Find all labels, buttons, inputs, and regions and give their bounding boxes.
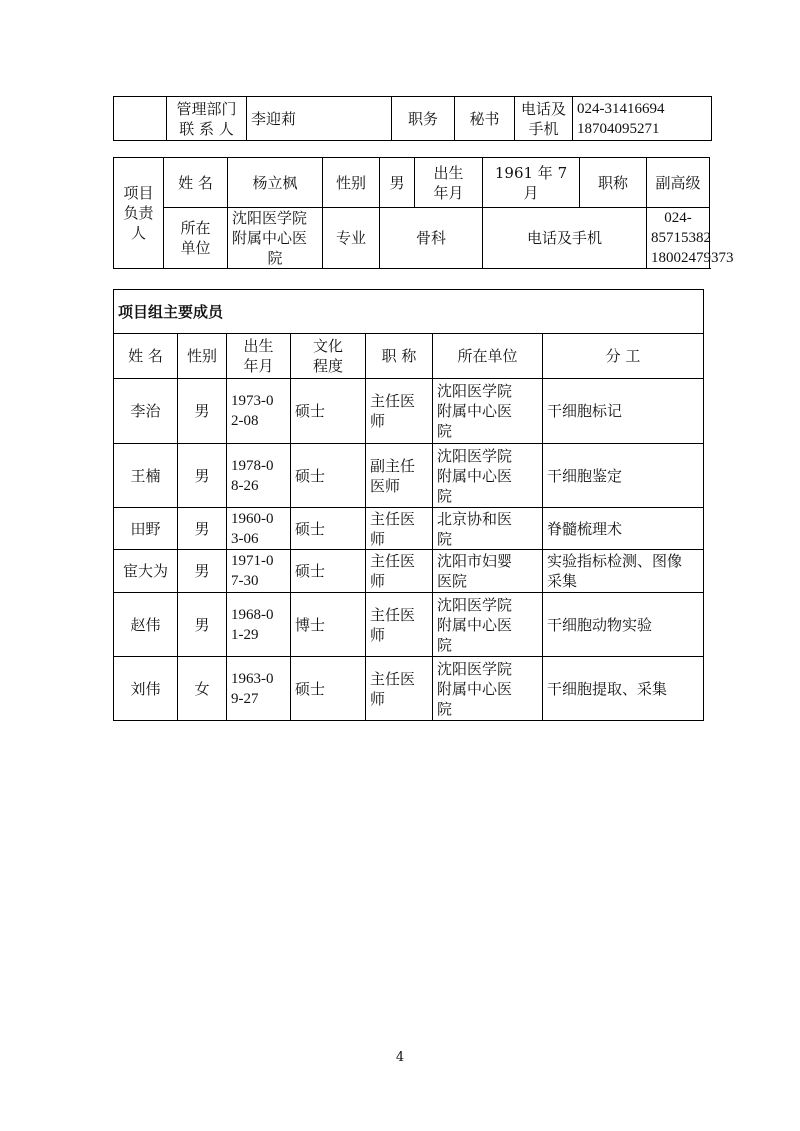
leader-title: 副高级: [647, 158, 710, 208]
header-role: 分 工: [543, 334, 704, 379]
position-label: 职务: [392, 97, 455, 141]
header-education: [291, 334, 366, 379]
member-name: 李治: [114, 379, 178, 444]
position-value: 秘书: [455, 97, 515, 141]
header-name: 姓 名: [114, 334, 178, 379]
member-education: 硕士: [291, 550, 366, 593]
member-name: 田野: [114, 508, 178, 550]
member-unit-line2: 医院: [437, 572, 468, 590]
table-row: [114, 550, 704, 593]
member-birth-line1: 1973-0: [231, 393, 274, 409]
team-members-table: [113, 289, 704, 721]
member-unit-line3: 院: [437, 699, 453, 718]
leader-label-line1: 项目: [123, 184, 154, 202]
phone-label-line1: 电话及: [520, 99, 566, 118]
member-education: 硕士: [291, 379, 366, 444]
contact-name: 李迎莉: [247, 97, 392, 141]
member-gender: 男: [178, 379, 227, 444]
header-edu-line2: 程度: [312, 357, 343, 375]
member-gender: 男: [178, 508, 227, 550]
member-unit: [433, 550, 543, 593]
member-birth-line2: 8-26: [231, 477, 259, 494]
member-unit-line2: 附属中心医: [437, 615, 513, 634]
member-unit-line1: 沈阳医学院: [437, 446, 513, 465]
member-education: 硕士: [291, 508, 366, 550]
header-title: 职 称: [366, 334, 433, 379]
admin-phone-2: 18704095271: [577, 120, 660, 137]
leader-major: 骨科: [380, 208, 483, 269]
unit-label-line1: 所在: [180, 219, 211, 237]
member-title-line1: 主任医: [370, 392, 416, 410]
leader-label-line2: 负责: [123, 204, 154, 222]
member-role-line1: 干细胞动物实验: [547, 615, 653, 634]
leader-section-label: [114, 158, 164, 269]
member-role: [543, 657, 704, 721]
leader-unit-line3: 院: [267, 249, 283, 267]
leader-phone-2: 18002479373: [651, 250, 734, 266]
member-title: [366, 550, 433, 593]
member-title-line2: 医师: [370, 476, 401, 495]
phone-label-line2: 手机: [528, 119, 559, 138]
leader-birth-label: [415, 158, 483, 208]
table-row: [114, 593, 704, 657]
blank-cell: [114, 97, 167, 141]
leader-unit-line2: 附属中心医: [232, 229, 308, 247]
member-unit-line3: 院: [437, 635, 453, 654]
member-name: 宦大为: [114, 550, 178, 593]
member-unit: [433, 593, 543, 657]
member-unit-line2: 附属中心医: [437, 402, 513, 420]
member-title-line2: 师: [370, 625, 386, 644]
member-title-line1: 主任医: [370, 669, 416, 688]
member-role-line1: 干细胞标记: [547, 402, 623, 420]
birth-label-line2: 年月: [433, 183, 464, 202]
member-birth-line2: 7-30: [231, 573, 259, 589]
member-unit-line1: 沈阳市妇婴: [437, 552, 513, 570]
member-title: [366, 444, 433, 508]
member-gender: 男: [178, 550, 227, 593]
member-role: [543, 379, 704, 444]
member-role-line1: 脊髓梳理术: [547, 519, 623, 538]
member-unit-line2: 院: [437, 529, 453, 548]
member-unit-line3: 院: [437, 422, 453, 440]
member-unit: [433, 379, 543, 444]
table-row: [114, 508, 704, 550]
table-row: [114, 379, 704, 444]
member-title-line2: 师: [370, 572, 386, 590]
project-leader-table: [113, 157, 734, 269]
table-row: [114, 444, 704, 508]
member-unit: [433, 444, 543, 508]
leader-gender: 男: [380, 158, 415, 208]
header-gender: 性别: [178, 334, 227, 379]
member-title-line1: 主任医: [370, 552, 416, 570]
leader-phone: [647, 208, 734, 269]
member-gender: 男: [178, 444, 227, 508]
member-title-line1: 主任医: [370, 509, 416, 528]
leader-name: 杨立枫: [228, 158, 323, 208]
member-unit-line1: 北京协和医: [437, 509, 513, 528]
member-birth: [227, 657, 291, 721]
members-heading: 项目组主要成员: [114, 290, 704, 334]
member-title: [366, 657, 433, 721]
page-number: 4: [395, 1050, 405, 1065]
member-unit-line2: 附属中心医: [437, 466, 513, 485]
leader-name-label: 姓 名: [164, 158, 228, 208]
member-name: 王楠: [114, 444, 178, 508]
member-role-line1: 干细胞鉴定: [547, 466, 623, 485]
admin-phone-label: [515, 97, 573, 141]
member-birth-line2: 2-08: [231, 413, 259, 429]
member-birth: [227, 379, 291, 444]
contact-label: 联 系 人: [179, 119, 234, 138]
member-birth-line2: 3-06: [231, 530, 259, 547]
leader-unit-line1: 沈阳医学院: [232, 209, 308, 227]
leader-phone-1: 024-85715382: [651, 210, 711, 246]
table-row: [114, 657, 704, 721]
leader-major-label: 专业: [323, 208, 380, 269]
member-birth-line1: 1963-0: [231, 670, 274, 687]
member-role: [543, 444, 704, 508]
member-name: 赵伟: [114, 593, 178, 657]
member-birth: [227, 550, 291, 593]
admin-phone-values: [573, 97, 712, 141]
member-education: 博士: [291, 593, 366, 657]
member-birth: [227, 444, 291, 508]
member-title-line2: 师: [370, 689, 386, 708]
member-unit-line1: 沈阳医学院: [437, 382, 513, 400]
member-title: [366, 379, 433, 444]
admin-labels: [167, 97, 247, 141]
leader-birth: 1961 年 7 月: [483, 158, 580, 208]
member-unit: [433, 508, 543, 550]
member-birth: [227, 508, 291, 550]
member-title-line2: 师: [370, 412, 386, 430]
member-role: [543, 508, 704, 550]
member-birth-line1: 1971-0: [231, 553, 274, 569]
leader-unit-label: [164, 208, 228, 269]
leader-title-label: 职称: [580, 158, 647, 208]
unit-label-line2: 单位: [180, 239, 211, 257]
member-role-line2: 采集: [547, 572, 578, 590]
dept-label: 管理部门: [176, 99, 237, 118]
header-birth: [227, 334, 291, 379]
admin-contact-table: [113, 96, 712, 141]
leader-unit: [228, 208, 323, 269]
member-title-line1: 主任医: [370, 605, 416, 624]
leader-phone-label: 电话及手机: [483, 208, 647, 269]
member-birth-line2: 1-29: [231, 626, 259, 643]
member-role: [543, 593, 704, 657]
member-title: [366, 508, 433, 550]
member-birth-line1: 1978-0: [231, 457, 274, 474]
header-birth-line2: 年月: [243, 357, 274, 375]
member-birth-line1: 1968-0: [231, 606, 274, 623]
header-edu-line1: 文化: [312, 337, 343, 355]
member-unit: [433, 657, 543, 721]
member-education: 硕士: [291, 444, 366, 508]
member-birth-line2: 9-27: [231, 690, 259, 707]
member-unit-line2: 附属中心医: [437, 679, 513, 698]
member-gender: 男: [178, 593, 227, 657]
header-unit: 所在单位: [433, 334, 543, 379]
member-title-line1: 副主任: [370, 456, 416, 475]
member-education: 硕士: [291, 657, 366, 721]
leader-label-line3: 人: [130, 224, 146, 242]
birth-label-line1: 出生: [433, 163, 464, 182]
member-unit-line3: 院: [437, 486, 453, 505]
member-gender: 女: [178, 657, 227, 721]
header-birth-line1: 出生: [243, 337, 274, 355]
member-name: 刘伟: [114, 657, 178, 721]
leader-gender-label: 性别: [323, 158, 380, 208]
member-role-line1: 实验指标检测、图像: [547, 552, 683, 570]
member-role-line1: 干细胞提取、采集: [547, 679, 668, 698]
member-birth: [227, 593, 291, 657]
admin-phone-1: 024-31416694: [577, 100, 665, 117]
member-unit-line1: 沈阳医学院: [437, 659, 513, 678]
member-birth-line1: 1960-0: [231, 510, 274, 527]
member-title-line2: 师: [370, 529, 386, 548]
member-title: [366, 593, 433, 657]
member-unit-line1: 沈阳医学院: [437, 595, 513, 614]
member-role: [543, 550, 704, 593]
